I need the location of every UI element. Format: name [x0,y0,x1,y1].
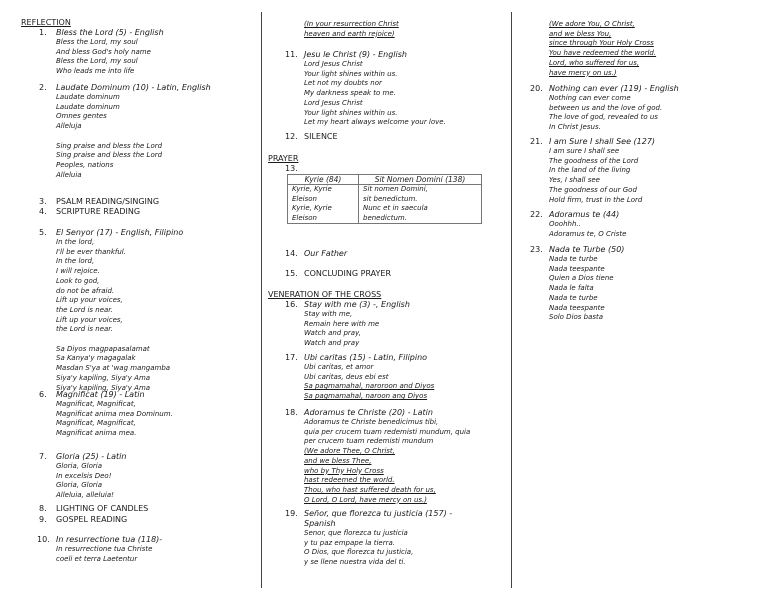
continued-lyrics: (In your resurrection Christ heaven and earth rejoice) [304,20,399,38]
item-title: Laudate Dominum (10) - Latin, English [56,83,211,92]
item-lyrics: Senor, que florezca tu justicia y tu paz empape la tierra. O Dios, que florezca tu justicia, y se llene nuestra vida del ti. [304,529,414,567]
item-title: Señor, que florezca tu justicia (157) - [304,509,453,518]
item-number: 20. [530,84,543,93]
table-row [288,185,482,224]
column-divider-1 [261,12,262,588]
item-number: 23. [530,245,543,254]
item-title: In resurrectione tua (118)- [56,535,163,544]
table-cell: Kyrie, Kyrie Eleison Kyrie, Kyrie Eleison [288,185,359,224]
item-lyrics: Stay with me, Remain here with me Watch and pray, Watch and pray [304,310,380,348]
item-title: Gloria (25) - Latin [56,452,127,461]
item-title: Stay with me (3) -, English [304,300,410,309]
item-lyrics: Gloria, Gloria In excelsis Deo! Gloria, Gloria Alleluia, alleluia! [56,462,114,500]
item-number: 2. [39,83,47,92]
item-number: 18. [285,408,298,417]
item-number: 22. [530,210,543,219]
item-lyrics: Magnificat, Magnificat, Magnificat anima mea Dominum. Magnificat, Magnificat, Magnificat anima mea. [56,400,173,438]
item-title: I am Sure I shall See (127) [549,137,656,146]
item-title: Jesu le Christ (9) - English [304,50,407,59]
item-lyrics: Adoramus te Christe benedicimus tibi, quia per crucem tuam redemisti mundum, quia per crucem tuam redemisti mundum (We adore Thee, O Christ, and we bless Thee, who by Thy Holy Cross hast redeemed the world. Thou, who hast suffered death for us, O Lord, O Lord, have mercy on us.) [304,418,471,504]
prayer-heading: PRAYER [268,154,299,163]
table-header: Sit Nomen Domini (138) [359,175,482,185]
item-title: Adoramus te (44) [549,210,620,219]
item-title: Adoramus te Christe (20) - Latin [304,408,433,417]
item-title: Nada te Turbe (50) [549,245,625,254]
item-title-continued: Spanish [304,519,336,528]
psalm-reading-title: PSALM READING/SINGING [56,197,160,206]
veneration-heading: VENERATION OF THE CROSS [268,290,382,299]
item-lyrics: I am sure I shall see The goodness of the Lord In the land of the living Yes, I shall see The goodness of our God Hold firm, trust in the Lord [549,147,643,204]
item-number: 21. [530,137,543,146]
item-title: Magnificat (19) - Latin [56,390,145,399]
scripture-reading-title: SCRIPTURE READING [56,207,141,216]
item-lyrics: Ubi caritas, et amor Ubi caritas, deus ebi est Sa pagmamahal, naroroon and Diyos Sa pagmamahal, naroon ang Diyos [304,363,435,401]
item-title: Nothing can ever (119) - English [549,84,679,93]
item-number: 8. [39,504,47,513]
item-number: 3. [39,197,47,206]
item-lyrics: Nada te turbe Nada teespante Quien a Dios tiene Nada le falta Nada te turbe Nada teespante Solo Dios basta [549,255,614,322]
item-number: 11. [285,50,298,59]
table-header: Kyrie (84) [288,175,359,185]
item-lyrics: In the lord, I'll be ever thankful. In the lord, I will rejoice. Look to god, do not be afraid. Lift up your voices, the Lord is near. Lift up your voices, the Lord is near. Sa Diyos magpapasalamat Sa Kanya'y magagalak Masdan S'ya at 'wag mangamba Siya'y kapiling, Siya'y Ama Siya'y kapiling, Siya'y Ama [56,238,171,392]
item-title: El Senyor (17) - English, Filipino [56,228,184,237]
column-divider-2 [511,12,512,588]
silence-title: SILENCE [304,132,338,141]
item-number: 6. [39,390,47,399]
item-number: 9. [39,515,47,524]
table-cell: Sit nomen Domini, sit benedictum. Nunc et in saecula benedictum. [359,185,482,224]
gospel-reading-title: GOSPEL READING [56,515,128,524]
item-title: Ubi caritas (15) - Latin, Filipino [304,353,428,362]
item-number: 15. [285,269,298,278]
item-title: Bless the Lord (5) - English [56,28,164,37]
item-number: 4. [39,207,47,216]
item-lyrics: Laudate dominum Laudate dominum Omnes gentes Alleluja Sing praise and bless the Lord Sing praise and bless the Lord Peoples, nations Alleluia [56,93,163,179]
item-number: 10. [37,535,50,544]
item-number: 12. [285,132,298,141]
item-lyrics: Lord Jesus Christ Your light shines within us. Let not my doubts nor My darkness speak to me. Lord Jesus Christ Your light shines within us. Let my heart always welcome your love. [304,60,446,127]
item-number: 17. [285,353,298,362]
item-number: 5. [39,228,47,237]
concluding-prayer-title: CONCLUDING PRAYER [304,269,392,278]
chant-table [287,174,482,224]
reflection-heading: REFLECTION [21,18,71,27]
item-number: 1. [39,28,47,37]
item-number: 14. [285,249,298,258]
our-father-title: Our Father [304,249,348,258]
item-number: 19. [285,509,298,518]
item-lyrics: Nothing can ever come between us and the love of god. The love of god, revealed to us In Christ Jesus. [549,94,663,132]
item-lyrics: Bless the Lord, my soul And bless God's holy name Bless the Lord, my soul Who leads me into life [56,38,151,76]
item-number: 7. [39,452,47,461]
item-number: 13. [285,164,298,173]
continued-translation: (We adore You, O Christ, and we bless You, since through Your Holy Cross You have redeemed the world. Lord, who suffered for us, have mercy on us.) [549,20,657,77]
lighting-candles-title: LIGHTING OF CANDLES [56,504,149,513]
item-number: 16. [285,300,298,309]
table-header-row [288,175,482,185]
item-lyrics: In resurrectione tua Christe coeli et terra Laetentur [56,545,153,563]
item-lyrics: Ooohhh.. Adoramus te, O Criste [549,220,627,238]
